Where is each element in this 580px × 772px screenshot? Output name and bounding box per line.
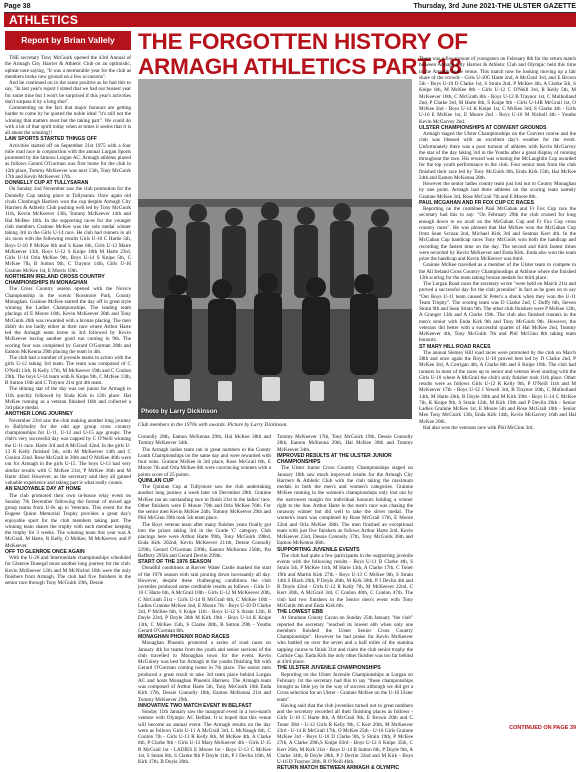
subheading: RETURN MATCH BETWEEN ARMAGH & OLYMPIC bbox=[277, 765, 400, 772]
article-column-1 bbox=[5, 55, 131, 733]
subheading: PAUL MCGAHAN AND FR FOX CUP CC RACES bbox=[419, 199, 534, 206]
subheading: MONAGHAN PHOENIX ROAD RACES bbox=[138, 634, 230, 640]
paragraph: The Cross Country season opened with the Novice Championship in the scenic Rossmore Park, County Monaghan. Grainne McKee started the day off in great style winning the Ladies Championships. The leading team placings of E Moore 10th, Kevin McKeever 20th and Tony McGuirk 26th was rewarded with a bronze placing. The men didn't do too badly either in their race where Arthur Harte led the Armagh team home in 3rd followed by Kevin McKeever having another good run coming in 9th. The scoring four was completed by Gerard O'Gorman 28th and Eamon McKenna 29th placing the team in 4th. bbox=[5, 286, 131, 355]
paragraph: The Ulster Junior Cross Country Championships staged on January 18th saw much improved results for the Armagh City Harriers & Athletic Club with the club taking the maximum medals in both the men's and women's categories. Grainne McKee running in the women's championships only lost out by the narrowest margin for individual honours holding a winner right to the line. Arthur Harte in the men's race was chasing the runaway winner but did well to take the silver medal. The women's team was completed by Rose McGrail 17th, E Moore 22nd and Orla McKee 38th. The men finished an exceptional team with just five finishers as follows Arthur Harte 2nd, Kevin McKeever 23rd, Dessie Connolly 37th, Tony McGuirk 36th and Eamon McKenna 46th. bbox=[277, 465, 413, 547]
paragraph: Dreadful conditions at Ravver Water Castle marked the start of the 1976 season with rain pouring down incessantly all day. However, despite these challenging conditions the club juveniles produced some creditable results as follows - Girls U-10 C Harte 6th, A McGrail 10th - Girls U-12 M McKeever 20th, C McGrath 51st - Girls U-14 R McGrail 6th, C McKee 10th - Ladies Grainne McKee 2nd, E Moore 7th - Boys U-10 D Clarke 3rd, P McKee 6th, S Knipe 11th - Boys U-12 S Strain 12th, B Doyle 23rd, P Doyle 26th M Kirk 19th - Boys U-14 K Knipe 13th, C McKee 15th, S Clarke 28th, B Sutton 29th - Youths Gerard O'Gorman 8th. bbox=[138, 565, 271, 634]
paragraph: Reporting on the combined Paul McGahan and Fr Fox Cup race the secretary had this to say: "On February 29th the club cruised for long enough down to no avail on the McGahan Cup and Fr Fox Cup cross country races". He was pleased that Hal McKee won the McGahan Cup from Sean Scroan 2nd, Michael Kirk 3rd and Seamus Kerr 4th. In the McGahan Cup handicap races Tony McGuirk won both the handicap and recording the fastest time on the day. The second and third fastest times were recorded by Kevin McKeever and Enda Kirk. Enda also won the team prize the handicap and Kevin McKeever was third. bbox=[419, 206, 576, 262]
paragraph: Hal also won the veterans race with Phil McGinn 3rd. bbox=[423, 424, 534, 431]
paragraph: And he continued on in the same positive as he had this to say, "In last year's report I stated that we had our busiest year for some time but I won't be surprised if this year's activities don't surpass it by a long shot". bbox=[5, 80, 131, 105]
subheading: THE LOWEST EBB bbox=[277, 609, 323, 615]
article-column-2 bbox=[138, 434, 271, 765]
subheading: THE ULSTER JUVENILE CHAMPIONSHIPS bbox=[277, 665, 381, 672]
subheading: ANOTHER LONG JOURNEY bbox=[5, 411, 73, 418]
continued-note: CONTINUED ON PAGE 39 bbox=[509, 725, 576, 731]
byline-box: Report by Brian Vallely bbox=[5, 31, 131, 50]
issue-date: Thursday, 3rd June 2021-THE ULSTER GAZETTE bbox=[413, 3, 576, 10]
paragraph: Tommy McKeever 17th, Tony McGuirk 19th, Dessie Connolly 28th, Eamon McKenna 29th, Hal McKee 30th and Tommy McKeever 34th. bbox=[277, 434, 413, 453]
paragraph: The Armagh ladies team ran in great numbers in the County Louth Championships on the same day and were rewarded with four wins. Grainne McKee in 3rd place, Rose McGrail 6th, E Moore 7th and Orla McKee 8th were convincing winners with a points score of 25 points. bbox=[138, 446, 271, 478]
paragraph: The shining star of the day was our junior for Armagh in 11th quickly followed by Enda Kirk in 12th place. Hal McKee running as a veteran finished 16th and collected a 3rd place medal. bbox=[5, 386, 131, 411]
paragraph: The annual Slemey Hill road races were promoted by the club on March 28th and once again the Boys U-10 proved best led by D Clarke 2nd, P McKee 3rd, A Corrigan 4th, A Clarke 8th and S Knipe 10th. The club had runners in most of the races up to senior and veteran level starting with the Girls U-10 where A McGrail the club's only finisher took 11th place. Other results were as follows Girls U-12 R Kelly 9th, P O'Neill 11th and M McKeever 17th - Boys U-12 J Yewell 3rd, B Traynor 10th, C Mulholland 14th, M Harte 26th, B Doyle 30th and M Kirk 39th - Boys U-14 C McKee 7th, K Knipe 9th, S Strain 12th, M Kirk 19th and P Devlin 26th - Senior Ladies Grainne McKee 1st, E Moore 5th and Rose McGrail 10th - Senior Men Tony McGuirk 13th, Enda Kirk 14th, Kevin McGarvey 16th and Hal McKee 20th. bbox=[419, 349, 576, 425]
paragraph: The Lurgan Road races the secretary wrote "were held on March 21st and proved a successful day for the club juveniles" in fact as he goes on to say "Our Boys U-11 team caused St Peter's a shock when they won the U-11 Team Trophy". The scoring team was D Clarke 2nd, C Duffy 6th, Steven Strain 9th and Sean Strain 9th. The other club finishers were P McKee 12th, A Granger 13th and A Clarke 19th. The club also finished runners in the men's senior with Enda Kirk 9th and Tony McGuirk 9th. However, the veterans did better with a successful quartet of Hal McKee 2nd, Tommy McKeever 4th, Tony McGuirk 7th and Phil McGinn 8th taking team honours. bbox=[419, 281, 576, 344]
photo-caption: Club members in the 1970s with awards. Picture by Larry Dickinson. bbox=[138, 422, 288, 428]
subheading: DONNELLY CUP AT TULLYSARAN bbox=[5, 180, 89, 186]
paragraph: The Quinlan Cup at Tullymore saw the club undertaking another long journey a week later on December 28th. Grainne McKee ran an outstanding race to finish 21st in the ladies' race. Other finishers were E Moore 79th and Orla McKee 76th. For the senior men Kevin McKee 24th, Tommy McKeever 29th and Phil McGinn 39th took 5th team place. bbox=[138, 484, 271, 522]
headline-line-1: THE FORGOTTEN HISTORY OF bbox=[138, 29, 468, 54]
article-column-4 bbox=[419, 56, 576, 723]
subheading: ULSTER CHAMPIONSHIPS AT CONVENT GROUNDS bbox=[419, 124, 547, 131]
paragraph: The club had a number of juvenile teams in action with the girls U-12 taking 3rd team. The team was composed of C O'Neill 11th, R Kelly 17th, M McKeever 19th and C Conlon 29th. The boys U-14 team with K Knipe 9th, C McKee 13th, B Sutton 16th and C Traynor 21st got 4th team. bbox=[5, 355, 131, 386]
headline-line-2: ARMAGH ATHLETICS PART 18 bbox=[138, 54, 462, 79]
paragraph: Grainne McKee travelled as a member of the Ulster team to compete in the All Ireland Cross Country Championships at Athlone where she finished 12th scoring for the team taking bronze medals for third place. bbox=[419, 262, 576, 281]
paragraph: THE secretary Tony McGuirk opened the 43rd Annual of the Armagh City Harrier & Athletic Club on an optimistic, upbeat note saying, "It was a memorable year for the club as members broke new ground on a few occasions". bbox=[5, 55, 131, 80]
subheading: AN ENJOYABLE DAY AT HOME bbox=[5, 486, 82, 493]
subheading: SUPPORTING JUVENILE EVENTS bbox=[277, 546, 360, 553]
page-number: Page 38 bbox=[4, 3, 31, 10]
paragraph: Connolly 28th, Eamon McKenna 29th, Hal McKee 38th and Tommy McKeever 34th. bbox=[138, 434, 271, 447]
article-column-3 bbox=[277, 434, 413, 772]
paragraph: However the senior ladies county team just lost out to County Monaghan by one point. Armagh had three athletes on the scoring team namely Grainne McKee 3rd, Rose McGrail 7th and E Moore 8th. bbox=[419, 181, 576, 200]
paragraph: The Boys veteran team after many finishes years finally got into the prizes taking 3rd in the Grade 'C' category. Club placings here were Arthur Harte 99th, Tony McGuirk 198rd, Enda Kirk 202nd, Kevin McKeever 211th, Dessie Connolly 229th, Gerard O'Gorman 230th, Eamon McKenna 258th, Pat Rafferty 295th and Gerard Devlin 299th. bbox=[138, 521, 271, 559]
section-header bbox=[4, 13, 576, 27]
subheading: NORTHERN IRELAND CROSS COUNTRY CHAMPIONSHIPS IN MONAGHAN bbox=[5, 273, 105, 286]
section-title: ATHLETICS bbox=[9, 13, 79, 27]
subheading: IMPROVED RESULTS AT THE ULSTER JUNIOR CHAMPIONSHIPS bbox=[277, 452, 392, 465]
photo-credit: Photo by Larry Dickinson bbox=[141, 408, 218, 415]
subheading: OFF TO GLENROE ONCE AGAIN bbox=[5, 548, 85, 555]
paragraph: Having said that the club juveniles turned out in great numbers and the secretary recorded all their finishing places as follows - Girls U-10 C Harte 8th, A McGrail 9th, E Brown 20th and C Toner 38st - U-12 Girls R Kelly 9th, C Kerr 20th, M McKeever 23rd - U-14 R McGrail 17th, O McKee 25th - U-16 Girls Grainne McKee 3rd - Boys U-10 D Clarke 9th, S Strain 19th, P McKee 27th, A Clarke 29th,S Knipe 83rd - Boys U-12 S Knipe 35th, C Kerr 26th, M Kirk 31st - Boys U-14 B Sutton 6th, P Doyle 9th, A Clarke 34th, B Doyle 28th, P J Devlin 32nd and M Kirk - Boys U-16 D Traynor 28th, R O'Neill 46th. bbox=[277, 702, 413, 765]
paragraph: Activities started off on September 21st 1975 with a four mile road race in conjunction with the annual Lurgan Sports promoted by the famous Lurgan AC. Armagh athletes placed as follows Gerard O'Gorman was first home for the club in 12th place, Tommy McKeever was next 13th, Tony McGuirk 17th and Kevin McKeever 17th. bbox=[5, 142, 131, 180]
paragraph: Commenting on the fact that major honours are getting harder to come by he quoted the noble ideal "it's still not the winning that matters most but the taking part". We could do with a bit of that spirit today when at times it seems that it is all about the winning!! bbox=[5, 105, 131, 136]
paragraph: The club had quite a few participants in the supporting juvenile events with the following results - Boys U-11 D Clarke 4th, S Strain 5th, P McKee 11th, M Harte 13th, A Clarke 17th, C Toner 19th and Martin Kirk 27th - Boys U-13 C McKee 9th, S Strain 14th S Black 20th, P Doyle 26th, M Kirk 30th, P J Devlin 4th and B Doyle 42nd - Girls U-12 R Kelly 7th, M McKeever 22nd, C Kerr 30th, A McGrail 3rd, C Conlon 40th, C Conlon 47th. The club had two finishers in the Senior men's event with Tony McGuirk 4th and Enda Kirk 6th. bbox=[277, 552, 413, 609]
subheading: START OF THE 1976 SEASON bbox=[138, 559, 212, 565]
subheading: ST MARY HILL ROAD RACES bbox=[419, 343, 491, 350]
paragraph: November 23rd saw the club making another long journey to Ballybofey for the odd age group cross country championships for U-11, U-13 and U-15 age groups. The club's very successful day was capped by C O'Neill winning the U-11 race. Harte 3rd and A McGrail 42nd. In the girls U-13 R Kelly finished 5th, with M McKeever 14th and C Conlon 22nd. Rose McGrail in 30th and O McKee 46th were out for Armagh in the girls U-15. The boys U-13 had very similar results with C McKee 21st, P McKee 36th and M Harte 42nd. However, as the secretary said they all gained valuable experience and taking part is what really counts. bbox=[5, 417, 131, 486]
paragraph: Monaghan Phoenix promoted a series of road races on January 4th for teams from the youth and senior sections of the club travelled to Monaghan town for the event. Kevin McGuirey was best for Armagh in the youths finishing 9th with Gerard O'Gorman coming home in 7th place. The senior men produced a great result to take 3rd team place behind Lurgan AC and hosts Monaghan Phoenix Harriers. The Armagh team was composed of Arthur Harte 5th, Tony McGuirk 16th Enda Kirk 17th, Dessie Connolly 18th, Eamon McKenna 21st and Tommy McKeever 29th. bbox=[138, 640, 271, 703]
group-photo-image bbox=[138, 79, 412, 419]
subheading: INNOVATIVE TWO MATCH EVENT IN BELFAST bbox=[138, 702, 252, 709]
paragraph: The club promoted their own in-house relay event on Sunday 7th December following the format of mixed age group teams from U-9s up to Veterans. This event for the Eugene Quinn Memorial Trophy provides a great day's enjoyable sport for the club members taking part. The winning team shares the trophy with each member keeping the trophy for 3 weeks. The winning team this year was A McGrail, M Harte, R Kelly, O McKee, M McKeever, and P McKeever. bbox=[5, 492, 131, 549]
group-photo bbox=[138, 79, 412, 419]
paragraph: On Sunday 2nd November saw the club promotion for the Donnelly Cup taking place at Tullysaran. Once again old rivals Clonbrugh Harriers won the cup despite Armagh City Harriers & Athletic Club pushing well led by Tony McGuirk 11th, Kevin McKeever 13th, Tommy McKeever 14th and Hal McBee 16th. In the supporting races for the younger club members Grainne McKee was the sole medal winner taking 3rd in the Girls U-14 race. He club had runners in all six races with the following results Girls U-10 C Hartie 5th, Boys U-10 P McKee 6th and S Kane 6th, Girls U-12 Maire McKeever 13th, Boys U-12 S Knipe 10th M Harte 23rd, Girls U-14 Orla McKee 9th, Boys U-14 S Knipe 5th, C McKee 7th, B Sutton 9th, C Traynor 14th, Girls U-16 Grainne McKee 1st, E Morris 10th. bbox=[5, 186, 131, 274]
paragraph: Reporting on the Ulster Juvenile Championships at Lurgan on February 1st the secretary had this to say "these championships brought us little joy in the way of success although we did get a Cross selection for an Ulster - Grainne McKee on the U-16 Ulster team". bbox=[277, 671, 413, 703]
paragraph: With the U-20 and Intermediate championships scheduled for Glenroe Donegal more another long journey for the club. Kevin McKeever 12th and M McNichol 18th were the only finishers from Armagh. The club had five finishers in the senior race through Tony McGuirk 19th, Dessie bbox=[5, 555, 131, 586]
subheading: LAW SPORTS STARTED THINGS OFF bbox=[5, 136, 97, 143]
paragraph: Sunday 11th January saw the inaugural event in a two-match venture with Olympic AC Belfast. It is hoped that this venue will become an annual event. The Armagh results on the day were as follows Girls U-11 A McGrail 3rd, L McNaugh 6th, C Conlon 7th - Girls U-13 R Kelly 6th, M McKee 4th, A Clarke 8th, P Clarke 9th - Girls U-13 Mary McKeever 4th - Girls U-15 R McGrail 1st - LADIES E Moore 1st - Boys U-13 C McKee 1st, S Strain 6th, S Clarke 9th P Doyle 11th, P J Devlin 16th, M Kirk 17th, B Doyle 20th. bbox=[138, 709, 271, 765]
paragraph: Armagh staged the Ulster Championships on the Convent course and the club was blessed with an excellent day's weather for the event. Unfortunately there was a poor turnout of athletes with Kevin McGarvey the star of the day taking 3rd in the Youths after a great display of running throughout the race. His reward was winning the McLaughlin Cup awarded for the top youth performance in the club. Four senior men from the club finished their race led by Tony McGuirk 8th, Enda Kirk 15th, Hal McKee 24th and Eamon McKenna 28th. bbox=[419, 131, 576, 181]
subheading: QUINLAN CUP bbox=[138, 477, 174, 484]
paragraph: There was a fine turnout of youngsters on February 8th for the return match between Armagh City Harrier & Athletic Club and Olympic held this time in the Armagh home venue. This match now be looking moving up a fair share of the crowds - Girls U-10C Harte 2nd, A McGrail 3rd, and E Brown 5th - Boys U-10 D Clarke 1st, S Strain 2nd, P McKee 4th, A Clarke 5th, S Knipe 6th, M McKee 8th - Girls U-12 C O'Neill 3rd, R Kelly 5th, M McKeever 10th, C McGrath 8th - Boys U-12 B Traynor 1st, C Mulholland 2nd, P Clarke 3rd, M Harte 6th, S Knipe 9th - Girls U-14R McGrail 1st, O McKee 2nd - Boys U-14 K Knipe 1st, C McKee 3rd, S Clarke 4th - Girls U-16 E McKee 1st, E Moore 2nd - Boys U-16 M Nicholl 4th - Youths Kevin McGarvey 2nd. bbox=[419, 56, 576, 125]
paragraph: At Stradone County Cavan on Sunday 25th January "the club" reported the secretary "reached its lowest ebb when only one members finished the Ulster Senior Cross Country Championships". However he had praise for Kevin McKeever who battled on over the seven and a half miles of the stamina sapping course to finish 31st and claim the club senior trophy the Carlisle Cup. Enda Kirk the only other finisher was too far behind at 43rd place. bbox=[277, 615, 413, 665]
